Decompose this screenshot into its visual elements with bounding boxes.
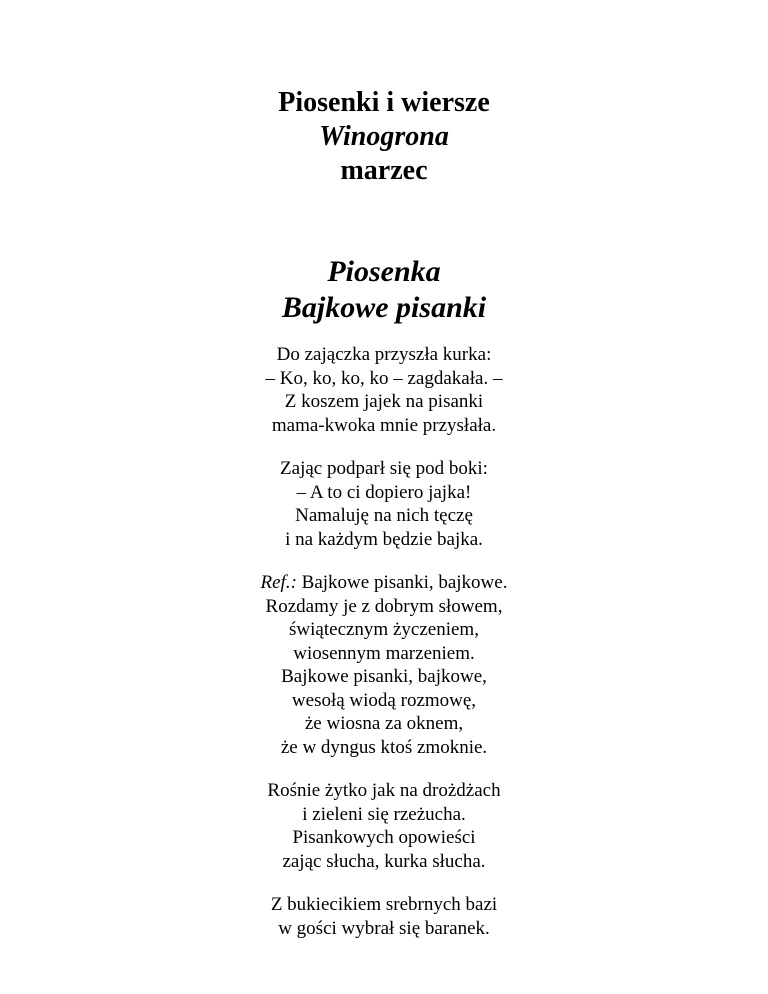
verse-line: że w dyngus ktoś zmoknie. <box>280 736 488 758</box>
refrain-label: Ref.: <box>260 572 297 593</box>
verse-line: że wiosna za oknem, <box>304 713 464 734</box>
song-heading <box>0 254 768 326</box>
header-month: marzec <box>340 155 428 186</box>
verse-line: świątecznym życzeniem, <box>289 619 479 640</box>
refrain-first-line-text: Bajkowe pisanki, bajkowe. <box>296 572 508 593</box>
stanza-2 <box>0 457 768 551</box>
verse-line: – Ko, ko, ko, ko – zagdakała. – <box>265 367 503 389</box>
header-group-name: Winogrona <box>319 121 449 152</box>
song-lyrics <box>0 343 768 960</box>
verse-line: Pisankowych opowieści <box>292 827 476 848</box>
verse-line: wiosennym marzeniem. <box>293 642 475 664</box>
verse-line: wesołą wiodą rozmowę, <box>291 689 477 711</box>
verse-line: w gości wybrał się baranek. <box>278 917 490 939</box>
refrain-first-line <box>0 571 768 595</box>
header-title: Piosenki i wiersze <box>278 87 490 118</box>
document-header <box>0 86 768 188</box>
verse-line: zając słucha, kurka słucha. <box>282 850 486 872</box>
verse-line: i zieleni się rzeżucha. <box>302 803 466 825</box>
verse-line: mama-kwoka mnie przysłała. <box>271 414 497 436</box>
refrain <box>0 571 768 759</box>
verse-line: Do zajączka przyszła kurka: <box>276 344 492 365</box>
verse-line: Namaluję na nich tęczę <box>295 505 473 526</box>
stanza-1 <box>0 343 768 437</box>
verse-line: Rośnie żytko jak na drożdżach <box>267 780 501 801</box>
verse-line: Rozdamy je z dobrym słowem, <box>265 595 503 617</box>
verse-line: Zając podparł się pod boki: <box>280 458 488 479</box>
stanza-3 <box>0 779 768 873</box>
verse-line: Z bukiecikiem srebrnych bazi <box>270 894 498 915</box>
stanza-4 <box>0 893 768 940</box>
song-title: Bajkowe pisanki <box>281 291 487 324</box>
verse-line: i na każdym będzie bajka. <box>285 528 483 550</box>
song-type: Piosenka <box>327 255 441 288</box>
verse-line: – A to ci dopiero jajka! <box>296 481 472 503</box>
verse-line: Bajkowe pisanki, bajkowe, <box>281 666 487 687</box>
verse-line: Z koszem jajek na pisanki <box>284 391 484 412</box>
